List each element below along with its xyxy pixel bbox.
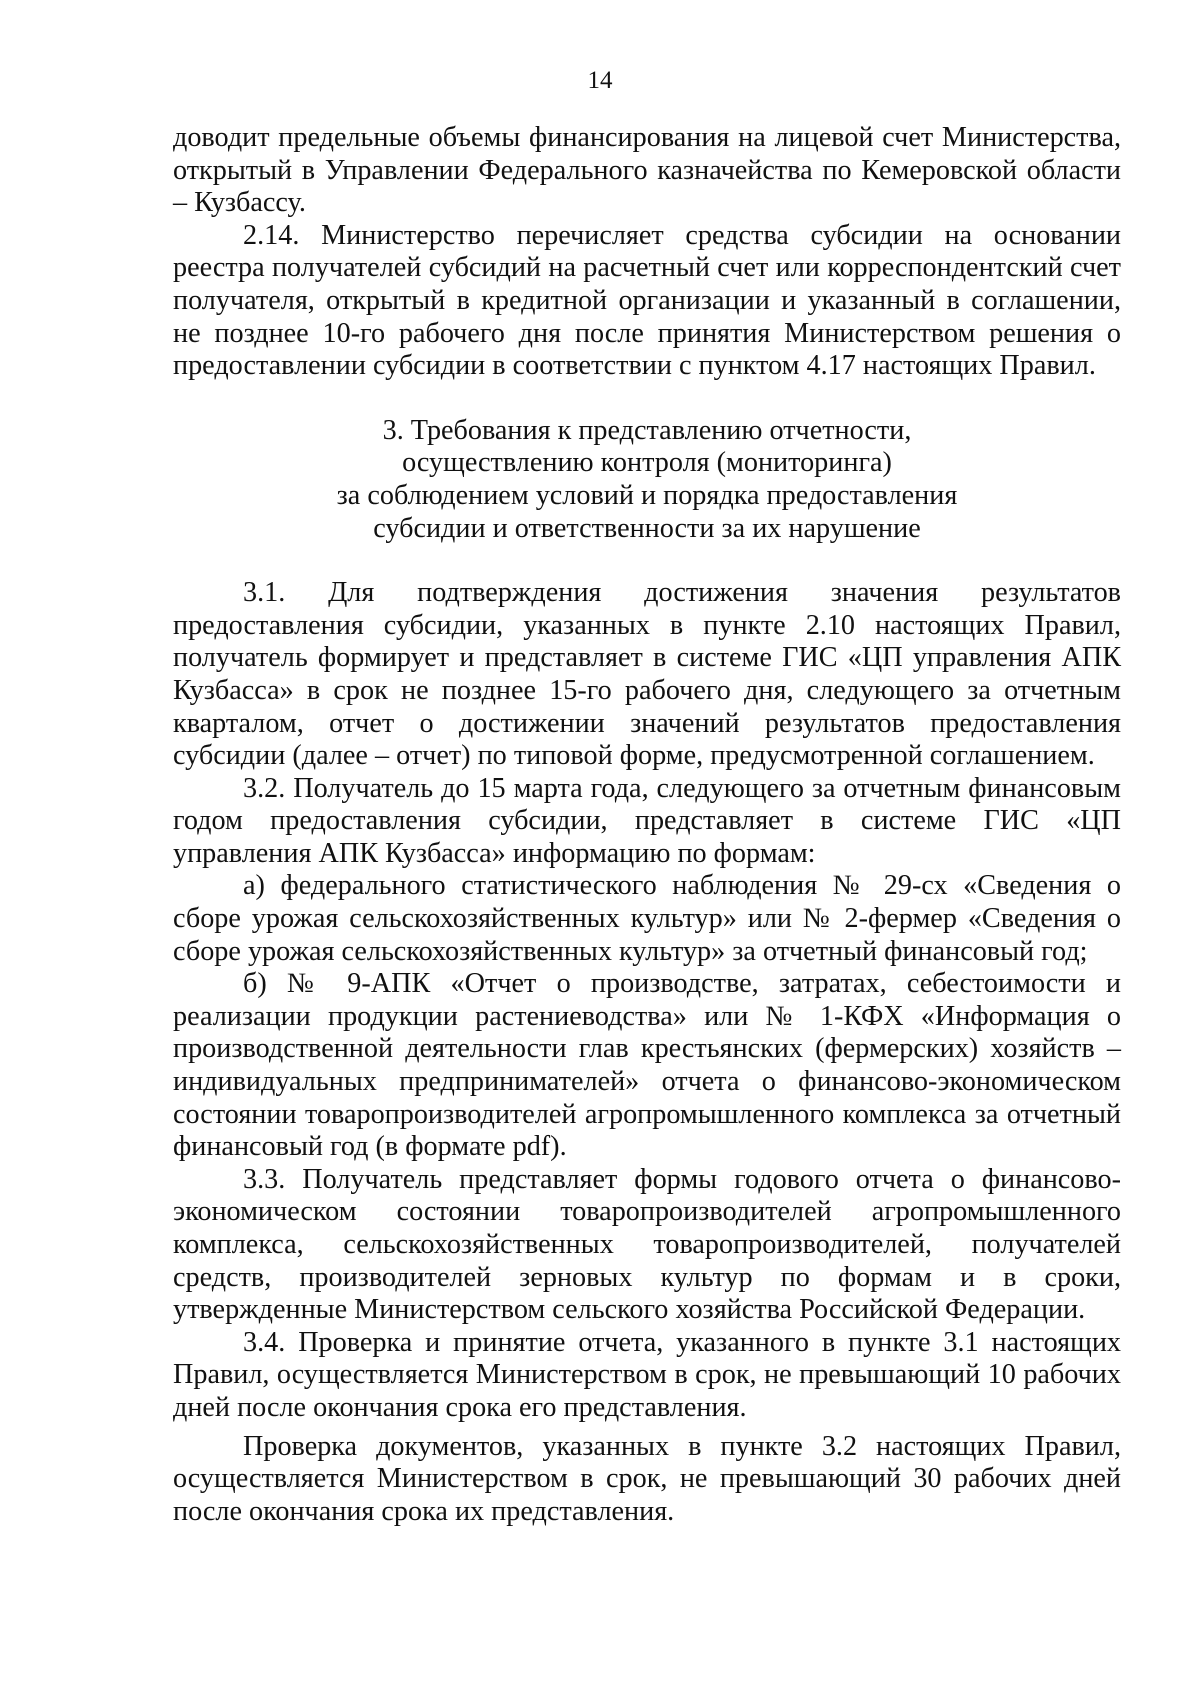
section-heading-line: за соблюдением условий и порядка предоставления bbox=[336, 479, 958, 511]
paragraph-3-1: 3.1. Для подтверждения достижения значения результатов предоставления субсидии, указанных в пункте 2.10 настоящих Правил, получатель формирует и представляет в системе ГИС «ЦП управления АПК Кузбасса» в срок не позднее 15-го рабочего дня, следующего за отчетным кварталом, отчет о достижении значений результатов предоставления субсидии (далее – отчет) по типовой форме, предусмотренной соглашением. bbox=[173, 577, 1121, 772]
section-3-heading bbox=[173, 415, 1121, 545]
paragraph-documents-check: Проверка документов, указанных в пункте 3.2 настоящих Правил, осуществляется Министерством в срок, не превышающий 30 рабочих дней после окончания срока их представления. bbox=[173, 1430, 1121, 1527]
paragraph-continuation: доводит предельные объемы финансирования на лицевой счет Министерства, открытый в Управлении Федерального казначейства по Кемеровской области – Кузбассу. bbox=[173, 122, 1121, 219]
section-heading-line: осуществлению контроля (мониторинга) bbox=[402, 447, 892, 479]
paragraph-2-14: 2.14. Министерство перечисляет средства субсидии на основании реестра получателей субсидий на расчетный счет или корреспондентский счет получателя, открытый в кредитной организации и указанный в соглашении, не позднее 10-го рабочего дня после принятия Министерством решения о предоставлении субсидии в соответствии с пунктом 4.17 настоящих Правил. bbox=[173, 219, 1121, 382]
paragraph-3-2-b: б) № 9-АПК «Отчет о производстве, затратах, себестоимости и реализации продукции растениеводства» или № 1-КФХ «Информация о производственной деятельности глав крестьянских (фермерских) хозяйств – индивидуальных предпринимателей» отчета о финансово-экономическом состоянии товаропроизводителей агропромышленного комплекса за отчетный финансовый год (в формате pdf). bbox=[173, 968, 1121, 1163]
paragraph-3-4: 3.4. Проверка и принятие отчета, указанного в пункте 3.1 настоящих Правил, осуществляется Министерством в срок, не превышающий 10 рабочих дней после окончания срока его представления. bbox=[173, 1326, 1121, 1423]
section-heading-line: субсидии и ответственности за их нарушение bbox=[373, 512, 921, 544]
paragraph-3-3: 3.3. Получатель представляет формы годового отчета о финансово-экономическом состоянии товаропроизводителей агропромышленного комплекса, сельскохозяйственных товаропроизводителей, получателей средств, производителей зерновых культур по формам и в сроки, утвержденные Министерством сельского хозяйства Российской Федерации. bbox=[173, 1163, 1121, 1326]
paragraph-3-2: 3.2. Получатель до 15 марта года, следующего за отчетным финансовым годом предоставления субсидии, представляет в системе ГИС «ЦП управления АПК Кузбасса» информацию по формам: bbox=[173, 772, 1121, 869]
section-heading-line: 3. Требования к представлению отчетности, bbox=[382, 414, 912, 446]
paragraph-3-2-a: а) федерального статистического наблюдения № 29-сх «Сведения о сборе урожая сельскохозяйственных культур» или № 2-фермер «Сведения о сборе урожая сельскохозяйственных культур» за отчетный финансовый год; bbox=[173, 870, 1121, 967]
page-number: 14 bbox=[587, 67, 613, 94]
document-body bbox=[173, 122, 1121, 1528]
